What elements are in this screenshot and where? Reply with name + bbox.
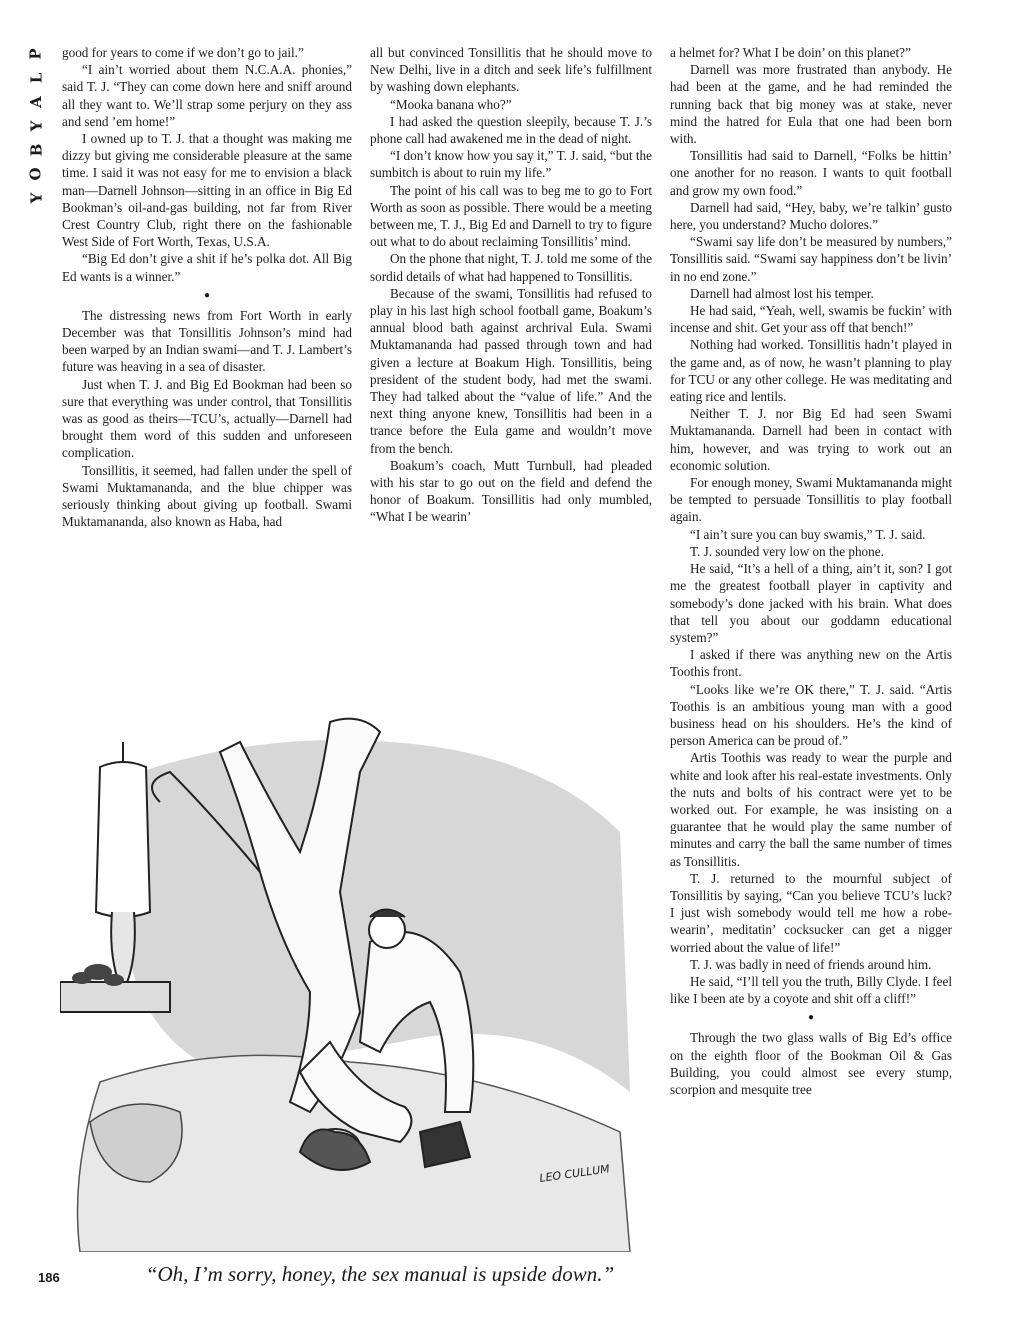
- masthead-letter: A: [26, 96, 45, 108]
- paragraph: The distressing news from Fort Worth in early December was that Tonsillitis Johnson’s mind had been warped by an Indian swami—and T. J. Lambert’s future was heaving in a sea of disaster.: [62, 307, 352, 375]
- paragraph: Tonsillitis had said to Darnell, “Folks be hittin’ one another for no reason. I wants to quit football and grow my own food.”: [670, 148, 952, 198]
- artist-signature: LEO CULLUM: [538, 1162, 611, 1185]
- paragraph: “I don’t know how you say it,” T. J. said, “but the sumbitch is about to ruin my life.”: [370, 148, 652, 181]
- paragraph: “Mooka banana who?”: [390, 96, 512, 112]
- masthead-letter: B: [27, 143, 45, 157]
- paragraph: I asked if there was anything new on the Artis Toothis front.: [670, 647, 952, 680]
- paragraph: a helmet for? What I be doin’ on this planet?”: [670, 45, 911, 60]
- paragraph: “Big Ed don’t give a shit if he’s polka dot. All Big Ed wants is a winner.”: [62, 251, 352, 284]
- masthead-letter: Y: [27, 120, 45, 132]
- page-number: 186: [38, 1270, 60, 1285]
- paragraph: “I ain’t sure you can buy swamis,” T. J. said.: [690, 526, 926, 542]
- paragraph: I owned up to T. J. that a thought was making me dizzy but giving me considerable pleasure at the same time. I said it was not easy for me to envision a black man—Darnell Johnson—sitting in an office in Big Ed Bookman’s oil-and-gas building, not far from River Crest Country Club, right there on the fashionable West Side of Fort Worth, Texas, U.S.A.: [62, 131, 352, 250]
- paragraph: Boakum’s coach, Mutt Turnbull, had pleaded with his star to go out on the field and defend the honor of Boakum. Tonsillitis had only mumbled, “What I be wearin’: [370, 457, 652, 525]
- masthead-letter: O: [26, 167, 45, 181]
- section-divider: ●: [807, 1012, 815, 1024]
- paragraph: He said, “I’ll tell you the truth, Billy Clyde. I feel like I been ate by a coyote and shit off a cliff!”: [670, 973, 952, 1007]
- paragraph: Darnell was more frustrated than anybody. He had been at the game, and he had reminded the running back that big money was at stake, never mind the hatred for Eula that one had been born with.: [670, 62, 952, 147]
- paragraph: “Looks like we’re OK there,” T. J. said. “Artis Toothis is an ambitious young man with a good business head on his shoulders. He’s the kind of person America can be proud of.”: [670, 681, 952, 749]
- paragraph: Just when T. J. and Big Ed Bookman had been so sure that everything was under control, that Tonsillitis was as good as theirs—TCU’s, actually—Darnell had brought them word of this sudden and unforeseen complication.: [62, 376, 352, 461]
- cartoon-caption: “Oh, I’m sorry, honey, the sex manual is upside down.”: [145, 1262, 615, 1286]
- paragraph: The point of his call was to beg me to go to Fort Worth as soon as possible. There would be a meeting between me, T. J., Big Ed and Darnell to try to figure out what to do about reclaiming Tonsillitis’ mind.: [370, 182, 652, 250]
- masthead-letter: P: [27, 48, 45, 60]
- paragraph: Darnell had almost lost his temper.: [690, 285, 874, 301]
- paragraph: Because of the swami, Tonsillitis had refused to play in his last high school football game, Boakum’s annual blood bath against archrival Eula. Swami Muktamananda had passed through town and had given a lecture at Boakum High. Tonsillitis, being president of the student body, had met the swami. They had talked about the “value of life.” And the next thing anyone knew, Tonsillitis had been in a trance before the Eula game and wouldn’t move from the bench.: [370, 285, 652, 456]
- paragraph: Through the two glass walls of Big Ed’s office on the eighth floor of the Bookman Oil & Gas Building, you could almost see every stump, scorpion and mesquite tree: [670, 1030, 952, 1097]
- paragraph: Darnell had said, “Hey, baby, we’re talkin’ gusto here, you understand? Mucho dolores.”: [670, 199, 952, 233]
- paragraph: all but convinced Tonsillitis that he should move to New Delhi, live in a ditch and seek life’s fulfillment by washing down elephants.: [370, 45, 652, 95]
- paragraph: Tonsillitis, it seemed, had fallen under the spell of Swami Muktamananda, and the blue chipper was seriously thinking about giving up football. Swami Muktamananda, also known as Haba, had: [62, 462, 352, 530]
- paragraph: Neither T. J. nor Big Ed had seen Swami Muktamananda. Darnell had been in contact with him, however, and was trying to work out an economic solution.: [670, 406, 952, 473]
- paragraph: I had asked the question sleepily, because T. J.’s phone call had awakened me in the dead of night.: [370, 113, 652, 147]
- text-column-2: [370, 44, 652, 694]
- paragraph: good for years to come if we don’t go to jail.”: [62, 45, 304, 60]
- paragraph: “I ain’t worried about them N.C.A.A. phonies,” said T. J. “They can come down here and sniff around all they want to. We’ll strap some perjury on they ass and send ’em home!”: [62, 62, 352, 129]
- paragraph: “Swami say life don’t be measured by numbers,” Tonsillitis said. “Swami say happiness don’t be livin’ in no end zone.”: [670, 234, 952, 284]
- masthead-letter: L: [26, 72, 45, 84]
- masthead-letter: Y: [27, 192, 45, 204]
- masthead: [26, 42, 46, 210]
- section-divider: ●: [203, 289, 211, 301]
- cartoon-illustration: [60, 712, 650, 1252]
- paragraph: T. J. was badly in need of friends around him.: [690, 956, 932, 972]
- text-column-3: [670, 44, 952, 1284]
- paragraph: He said, “It’s a hell of a thing, ain’t it, son? I got me the greatest football player in captivity and somebody’s done jacked with his brain. What does that tell you about our goddamn educational system?”: [670, 561, 952, 645]
- paragraph: T. J. sounded very low on the phone.: [690, 543, 884, 559]
- paragraph: On the phone that night, T. J. told me some of the sordid details of what had happened to Tonsillitis.: [370, 251, 652, 284]
- paragraph: Artis Toothis was ready to wear the purple and white and look after his real-estate investments. Only the nuts and bolts of his contract were yet to be worked out. For example, he was insisting on a guarantee that he would play the same number of minutes and carry the ball the same number of times as Tonsillitis.: [670, 750, 952, 869]
- text-column-1: [62, 44, 352, 674]
- paragraph: Nothing had worked. Tonsillitis hadn’t played in the game and, as of now, he wasn’t planning to play for TCU or any other college. He was meditating and eating rice and lentils.: [670, 337, 952, 405]
- paragraph: He had said, “Yeah, well, swamis be fuckin’ with incense and shit. Get your ass off that bench!”: [670, 303, 952, 336]
- paragraph: T. J. returned to the mournful subject of Tonsillitis by saying, “Can you believe TCU’s luck? I just wish somebody would tell me how a robe-wearin’, meditatin’ cocksucker can get a nigger worried about the value of life!”: [670, 870, 952, 955]
- paragraph: For enough money, Swami Muktamananda might be tempted to persuade Tonsillitis to play football again.: [670, 475, 952, 525]
